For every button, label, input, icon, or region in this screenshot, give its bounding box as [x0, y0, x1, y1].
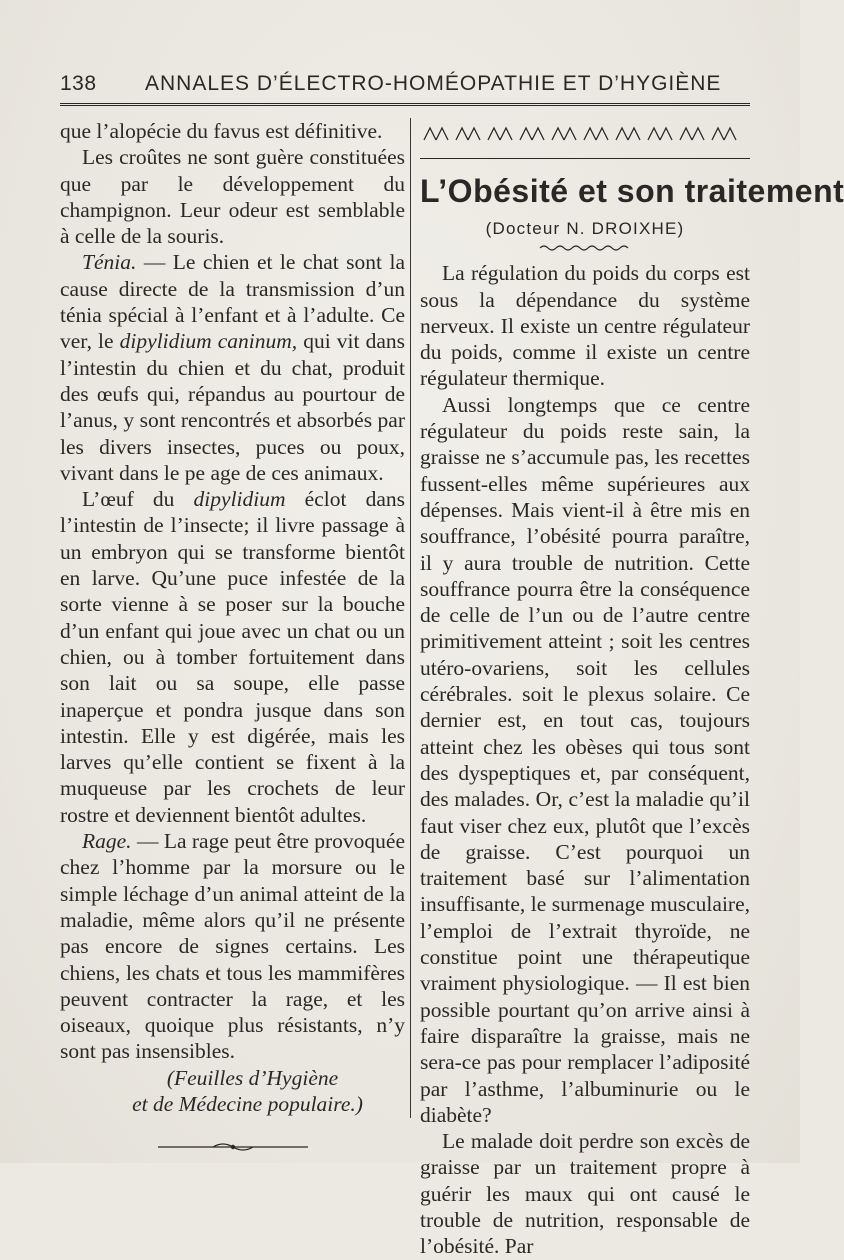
running-title: ANNALES D’ÉLECTRO-HOMÉOPATHIE ET D’HYGIÈNE [145, 72, 722, 95]
source-line: (Feuilles d’Hygiène [166, 1065, 339, 1090]
source-line: et de Médecine populaire.) [132, 1091, 363, 1116]
paragraph-oeuf [60, 486, 405, 828]
column-divider [410, 118, 411, 1118]
header-rule [60, 103, 750, 108]
end-ornament [158, 1141, 308, 1153]
paragraph-text: éclot dans l’intestin de l’insecte; il livre passage à un embryon qui se transforme bientôt en larve. Qu’une puce infestée de la sorte vienne à se poser sur la bouche d’un enfant qui joue avec un chat ou un chien, ou à tomber fortuitement dans son lait ou sa soupe, elle passe inaperçue et pondra jusque dans son intestin. Elle y est digérée, mais les larves qu’elle contient se fixent à la muqueuse par les crochets de leur rostre et deviennent bientôt adultes. [60, 487, 405, 827]
section-term: Ténia. [82, 250, 137, 275]
title-ornament [420, 124, 750, 154]
paragraph: Les croûtes ne sont guère constituées que par le développement du champignon. Leur odeur est semblable à celle de la souris. [60, 145, 405, 249]
paragraph: que l’alopécie du favus est définitive. [60, 119, 383, 143]
article-title: L’Obésité et son traitement [420, 173, 844, 209]
paragraph: Le malade doit perdre son excès de graisse par un traitement propre à guérir les maux qui ont causé le trouble de nutrition, responsable de l’obésité. Par [420, 1129, 750, 1259]
left-column [60, 118, 405, 1153]
paragraph-tenia [60, 249, 405, 486]
paragraph-text: — Le chien et le chat sont la cause directe de la transmission d’un ténia spécial à l’enfant et à l’adulte. Ce ver, le [60, 250, 405, 354]
section-term: Rage. [82, 829, 132, 854]
species-name: dipylidium [193, 487, 286, 512]
paragraph-rage [60, 828, 405, 1065]
paragraph-text: L’œuf du [82, 487, 194, 512]
right-column [420, 118, 844, 1260]
paragraph-text: — La rage peut être provoquée chez l’homme par la morsure ou le simple léchage d’un animal atteint de la maladie, même alors qu’il ne présente pas encore de signes certains. Les chiens, les chats et tous les mammifères peuvent contracter la rage, et les oiseaux, quoique plus résistants, n’y sont pas insensibles. [60, 829, 405, 1064]
paragraph: Aussi longtemps que ce centre régulateur du poids reste sain, la graisse ne s’accumule pas, les recettes fussent-elles même supérieures aux dépenses. Mais vient-il à être mis en souffrance, l’obésité pourra paraître, il y aura trouble de nutrition. Cette souffrance pourra être la conséquence de celle de l’un ou de l’autre centre primitivement atteint ; soit les centres utéro-ovariens, soit les cellules cérébrales. soit le plexus solaire. Ce dernier est, en tout cas, toujours atteint chez les obèses qui tous sont des dyspeptiques et, par conséquent, des malades. Or, c’est la maladie qu’il faut viser chez eux, plutôt que l’excès de graisse. C’est pourquoi un traitement basé sur l’alimentation insuffisante, le surmenage musculaire, l’emploi de l’extrait thyroïde, ne constitue point une thérapeutique vraiment physiologique. — Il est bien possible pourtant qu’on arrive ainsi à faire disparaître la graisse, mais ne sera-ce pas pour remplacer l’adiposité par l’asthme, l’albuminurie ou le diabète? [420, 392, 750, 1127]
paragraph: La régulation du poids du corps est sous la dépendance du système nerveux. Il existe un centre régulateur du poids, comme il existe un centre régulateur thermique. [420, 261, 750, 391]
wavy-rule [540, 244, 630, 252]
species-name: dipylidium caninum, [119, 329, 298, 354]
paragraph-text: qui vit dans l’intestin du chien et du chat, produit des œufs qui, répandus au pourtour de l’anus, y sont rencontrés et absorbés par les divers insectes, puces ou poux, vivant dans le pe age de ces animaux. [60, 329, 406, 485]
page-number: 138 [60, 72, 97, 95]
page-header [60, 68, 750, 104]
article-author: (Docteur N. DROIXHE) [485, 219, 685, 238]
